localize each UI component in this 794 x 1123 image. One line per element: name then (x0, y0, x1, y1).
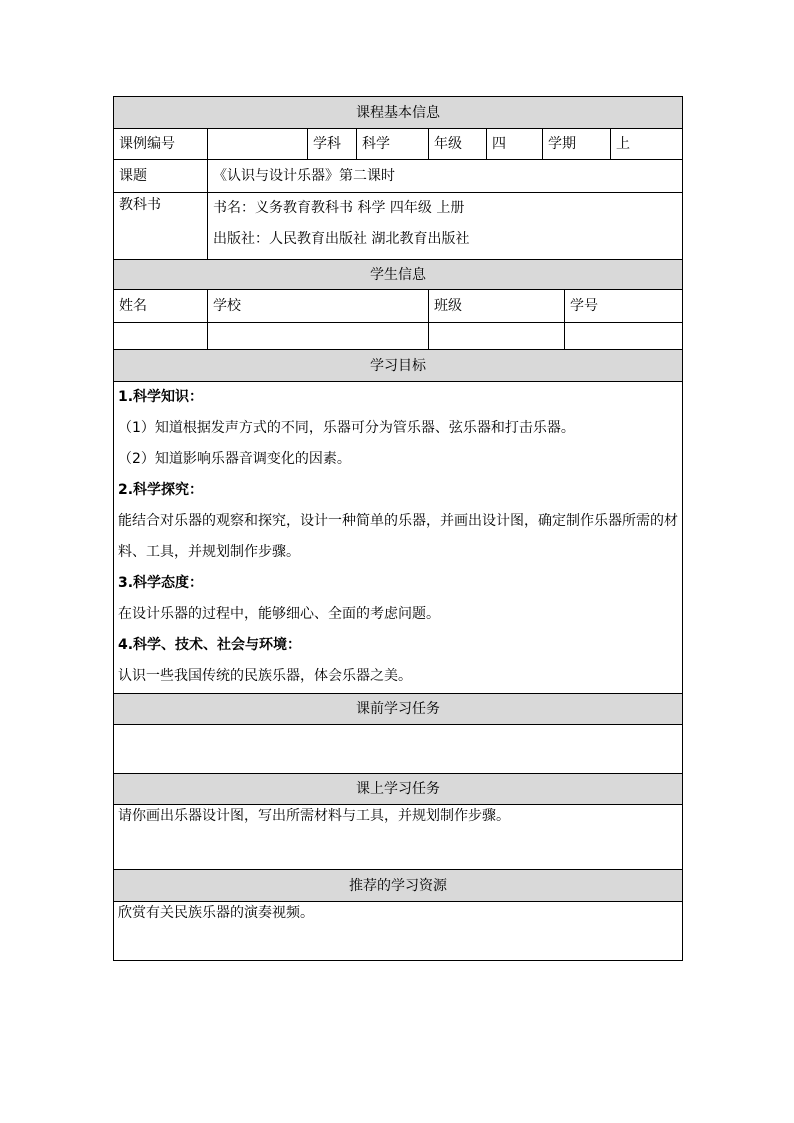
textbook-publisher-line: 出版社：人民教育出版社 湖北教育出版社 (213, 231, 470, 247)
subject-label: 学科 (308, 129, 357, 160)
objective-sts-text: 认识一些我国传统的民族乐器，体会乐器之美。 (118, 668, 412, 684)
lesson-info-sheet (113, 96, 682, 960)
lesson-table (113, 96, 683, 961)
objective-attitude-title: 3.科学态度： (118, 575, 204, 591)
student-number-field[interactable] (565, 323, 683, 350)
term-label: 学期 (543, 129, 611, 160)
basic-info-header: 课程基本信息 (114, 97, 683, 129)
topic-value: 《认识与设计乐器》第二课时 (208, 160, 683, 193)
in-class-task-text: 请你画出乐器设计图，写出所需材料与工具，并规划制作步骤。 (118, 808, 510, 824)
grade-value: 四 (487, 129, 543, 160)
textbook-info (208, 193, 683, 260)
in-class-task-header: 课上学习任务 (114, 774, 683, 805)
in-class-task-content (114, 805, 683, 870)
objective-knowledge-item-2: （2）知道影响乐器音调变化的因素。 (118, 451, 351, 467)
case-id-label: 课例编号 (114, 129, 208, 160)
student-info-header: 学生信息 (114, 260, 683, 290)
school-field[interactable] (208, 323, 429, 350)
resources-content (114, 902, 683, 961)
objective-inquiry-title: 2.科学探究： (118, 482, 204, 498)
objective-attitude-text: 在设计乐器的过程中，能够细心、全面的考虑问题。 (118, 606, 440, 622)
subject-value: 科学 (357, 129, 429, 160)
objective-inquiry-text: 能结合对乐器的观察和探究，设计一种简单的乐器，并画出设计图，确定制作乐器所需的材料、工具，并规划制作步骤。 (118, 513, 678, 560)
student-number-label: 学号 (565, 290, 683, 323)
term-value: 上 (611, 129, 683, 160)
pre-class-task-header: 课前学习任务 (114, 694, 683, 725)
resources-header: 推荐的学习资源 (114, 870, 683, 902)
class-label: 班级 (429, 290, 565, 323)
objectives-content (114, 382, 683, 694)
textbook-title-line: 书名：义务教育教科书 科学 四年级 上册 (213, 200, 465, 216)
name-label: 姓名 (114, 290, 208, 323)
name-field[interactable] (114, 323, 208, 350)
objective-sts-title: 4.科学、技术、社会与环境： (118, 637, 302, 653)
class-field[interactable] (429, 323, 565, 350)
resources-text: 欣赏有关民族乐器的演奏视频。 (118, 905, 314, 921)
topic-label: 课题 (114, 160, 208, 193)
grade-label: 年级 (429, 129, 487, 160)
textbook-label: 教科书 (114, 193, 208, 260)
objective-knowledge-item-1: （1）知道根据发声方式的不同，乐器可分为管乐器、弦乐器和打击乐器。 (118, 420, 575, 436)
objectives-header: 学习目标 (114, 350, 683, 382)
pre-class-task-content (114, 725, 683, 774)
school-label: 学校 (208, 290, 429, 323)
case-id-value (208, 129, 308, 160)
objective-knowledge-title: 1.科学知识： (118, 389, 204, 405)
